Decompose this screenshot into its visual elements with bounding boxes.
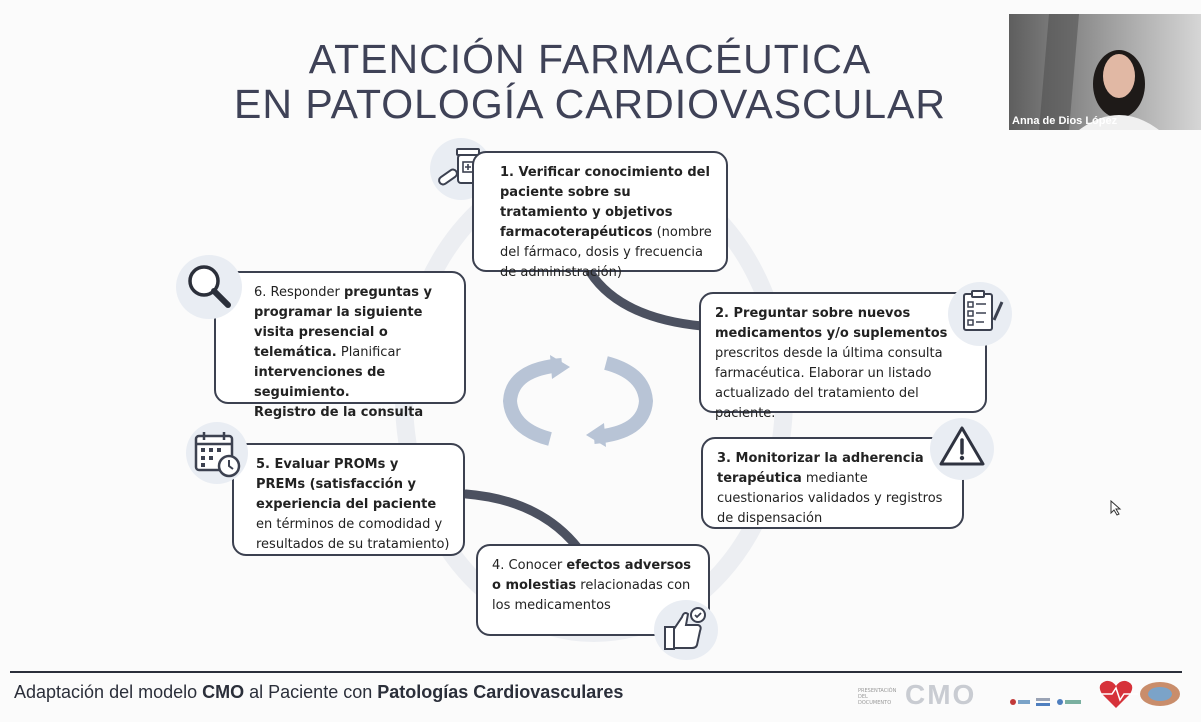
sponsor-logos [1008,690,1088,714]
footer-middle: al Paciente con [244,682,378,702]
step3-text [717,451,942,526]
heart-logo [1098,678,1184,716]
step4-text-part: efectos adversos o molestias [492,558,691,593]
step2-box [699,292,987,421]
footer-caption [14,682,623,703]
step4-text-part: relacionadas con los medicamentos [492,578,691,613]
step4-text-part: 4. Conocer [492,558,567,573]
step2-text-part: 2. Preguntar sobre nuevos medicamentos y/o suplementos [715,306,948,341]
step5-box [232,443,465,556]
step1-box [472,151,728,280]
step2-text [715,306,947,421]
cycle-arrows-icon [502,355,654,451]
participant-video-tile[interactable] [1009,14,1201,130]
participant-video-frame [1009,14,1201,130]
step5-text-part: 5. Evaluar PROMs y PREMs (satisfacción y experiencia del paciente [256,457,437,512]
step1-text-part: 1. Verificar conocimiento del paciente sobre su tratamiento y objetivos farmacoterapéuticos [500,165,710,240]
participant-name: Anna de Dios López [1012,115,1118,127]
cmo-logo-caption: PRESENTACIÓN DEL DOCUMENTO [858,688,897,706]
cmo-logo: CMO [905,679,977,710]
warning-icon [938,424,986,474]
step5-text [256,457,450,552]
step5-text-part: en términos de comodidad y resultados de su tratamiento) [256,517,450,552]
step6-text [254,285,432,420]
step6-text-part: intervenciones de seguimiento. [254,365,386,400]
step6-text-part: 6. Responder [254,285,344,300]
slide-title-line2: EN PATOLOGÍA CARDIOVASCULAR [233,81,947,127]
magnifier-icon [185,262,233,314]
thumbs-up-icon [662,605,710,657]
footer-divider [10,671,1182,673]
step1-text-part: (nombre del fármaco, dosis y frecuencia de administración) [500,225,712,280]
checklist-icon [958,290,1004,340]
footer-topic: Patologías Cardiovasculares [377,682,624,702]
step6-text-part: preguntas y programar la siguiente visita presencial o telemática. [254,285,433,360]
step3-box [701,437,964,529]
footer-prefix: Adaptación del modelo [14,682,203,702]
footer-cmo: CMO [202,682,245,702]
step1-text [500,165,712,280]
step6-box [214,271,466,420]
slide-title-line1: ATENCIÓN FARMACÉUTICA [308,36,872,82]
step6-text-part: Planificar [336,345,401,360]
calendar-clock-icon [193,430,243,484]
step3-text-part: mediante cuestionarios validados y registros de dispensación [717,471,943,526]
step2-text-part: prescritos desde la última consulta farmacéutica. Elaborar un listado actualizado del tratamiento del paciente. [715,346,943,421]
step6-text-part: Registro de la consulta [254,405,424,420]
step3-text-part: 3. Monitorizar la adherencia terapéutica [717,451,924,486]
mouse-cursor-icon [1110,500,1122,520]
